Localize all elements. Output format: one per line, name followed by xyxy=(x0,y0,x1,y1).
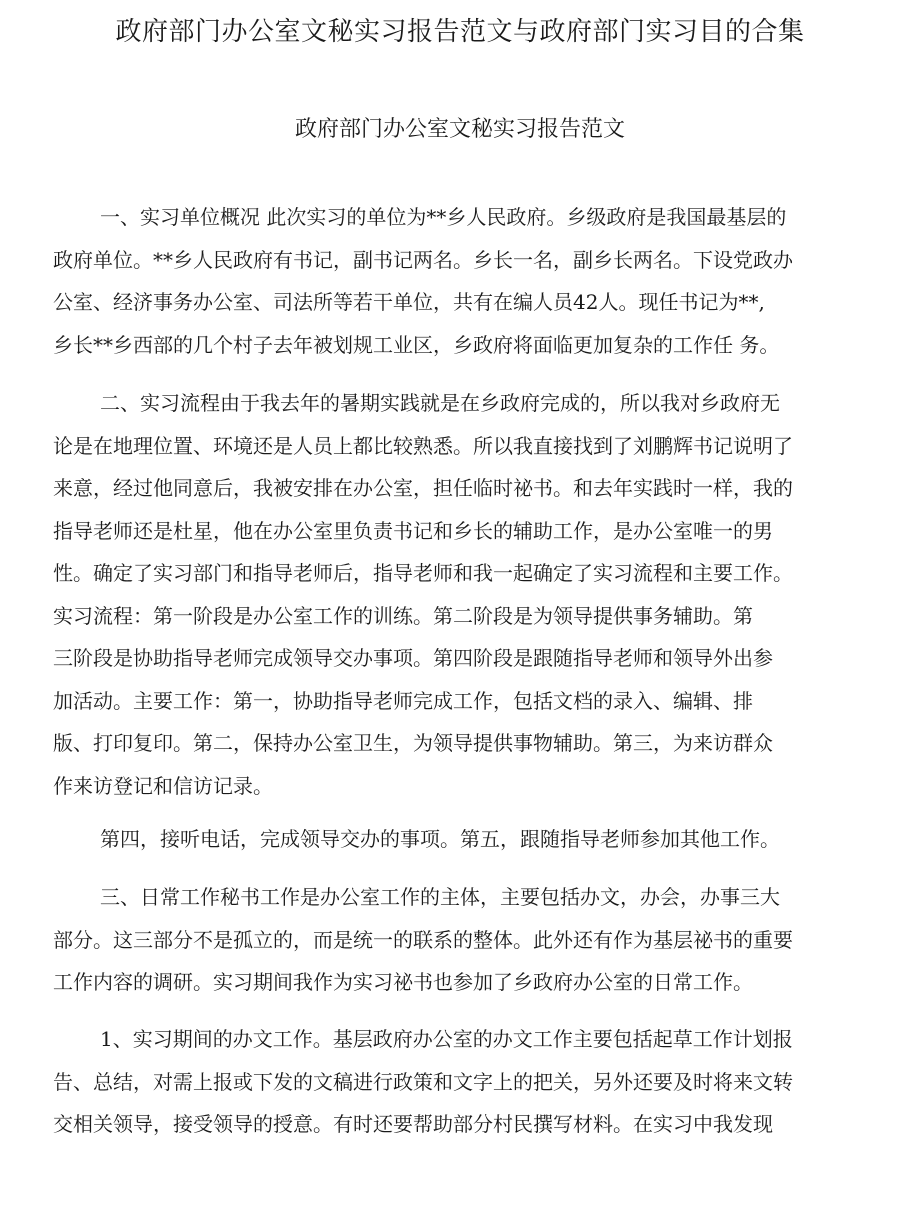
paragraph-line: 版、打印复印。第二，保持办公室卫生，为领导提供事物辅助。第三，为来访群众 xyxy=(53,731,773,755)
paragraph-line: 性。确定了实习部门和指导老师后，指导老师和我一起确定了实习流程和主要工作。 xyxy=(53,561,793,585)
paragraph-line: 公室、经济事务办公室、司法所等若干单位，共有在编人员42人。现任书记为**, xyxy=(53,290,765,314)
paragraph-unit-overview xyxy=(53,196,833,366)
paragraph-line: 加活动。主要工作：第一，协助指导老师完成工作，包括文档的录入、编辑、排 xyxy=(53,688,753,713)
paragraph-internship-process xyxy=(53,382,833,807)
paragraph-daily-work xyxy=(53,876,833,1004)
paragraph-line: 1、实习期间的办文工作。基层政府办公室的办文工作主要包括起草工作计划报 xyxy=(100,1027,793,1051)
paragraph-line: 工作内容的调研。实习期间我作为实习祕书也参加了乡政府办公室的日常工作。 xyxy=(53,970,753,994)
paragraph-line: 实习流程：第一阶段是办公室工作的训练。第二阶段是为领导提供事务辅助。第 xyxy=(53,603,753,628)
paragraph-line: 部分。这三部分不是孤立的，而是统一的联系的整体。此外还有作为基层祕书的重要 xyxy=(53,927,793,952)
paragraph-line: 第四，接听电话，完成领导交办的事项。第五，跟随指导老师参加其他工作。 xyxy=(100,827,780,851)
paragraph-line: 指导老师还是杜星，他在办公室里负责书记和乡长的辅助工作，是办公室唯一的男 xyxy=(53,518,773,543)
paragraph-line: 三、日常工作秘书工作是办公室工作的主体，主要包括办文，办会，办事三大 xyxy=(100,885,780,909)
paragraph-line: 二、实习流程由于我去年的暑期实践就是在乡政府完成的，所以我对乡政府无 xyxy=(100,391,780,415)
paragraph-line: 作来访登记和信访记录。 xyxy=(53,773,273,798)
paragraph-fourth-fifth xyxy=(53,818,833,861)
paragraph-document-work xyxy=(53,1018,833,1146)
section-title: 政府部门办公室文秘实习报告范文 xyxy=(294,117,625,142)
paragraph-line: 政府单位。**乡人民政府有书记，副书记两名。乡长一名，副乡长两名。下设党政办 xyxy=(53,247,793,272)
paragraph-line: 来意，经过他同意后，我被安排在办公室，担任临时祕书。和去年实践时一样，我的 xyxy=(53,476,793,500)
document-title: 政府部门办公室文秘实习报告范文与政府部门实习目的合集 xyxy=(115,17,805,47)
paragraph-line: 乡长**乡西部的几个村子去年被划规工业区，乡政府将面临更加复杂的工作任 务。 xyxy=(53,332,780,357)
paragraph-line: 交相关领导，接受领导的授意。有时还要帮助部分村民撰写材料。在实习中我发现 xyxy=(53,1112,773,1136)
paragraph-line: 论是在地理位置、环境还是人员上都比较熟悉。所以我直接找到了刘鹏辉书记说明了 xyxy=(53,433,793,458)
paragraph-line: 一、实习单位概况 此次实习的单位为**乡人民政府。乡级政府是我国最基层的 xyxy=(100,205,787,229)
paragraph-line: 三阶段是协助指导老师完成领导交办事项。第四阶段是跟随指导老师和领导外出参 xyxy=(53,646,773,670)
paragraph-line: 告、总结，对需上报或下发的文稿进行政策和文字上的把关，另外还要及时将来文转 xyxy=(53,1069,793,1094)
